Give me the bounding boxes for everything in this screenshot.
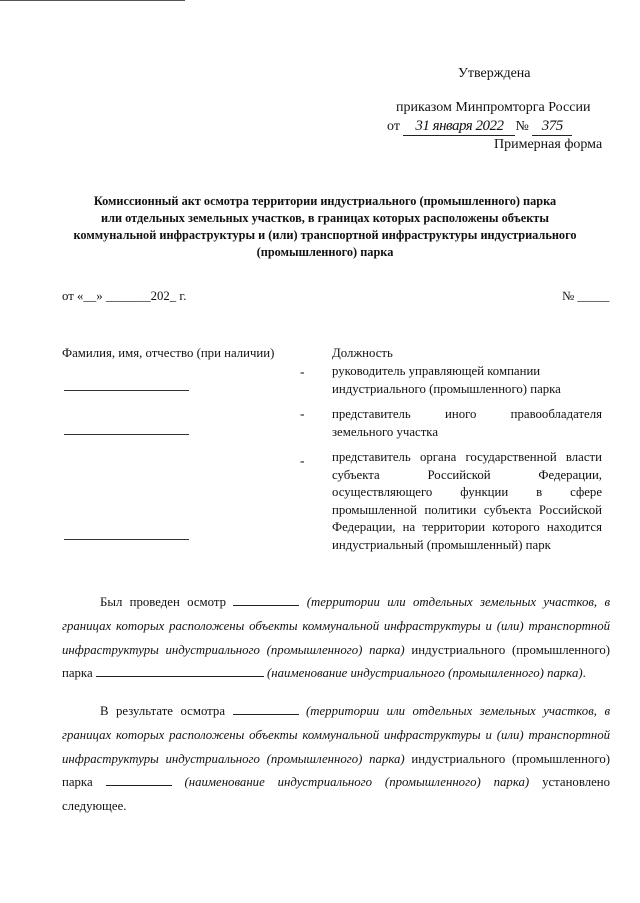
signature-line — [64, 434, 189, 435]
act-number: № _____ — [562, 289, 610, 303]
order-date-row — [387, 118, 572, 136]
act-date: от «__» _______202_ г. — [62, 289, 187, 303]
role-line: представитель иного правообладателя — [332, 407, 602, 421]
dash-marker: - — [300, 364, 305, 379]
role-line: индустриального (промышленного) парка — [332, 381, 561, 396]
form-type: Примерная форма — [494, 137, 603, 152]
para-text: индустриального (промышленного) парка — [62, 751, 610, 790]
role-line: руководитель управляющей компании — [332, 364, 541, 378]
role-line: субъекта Российской Федерации, — [332, 467, 602, 482]
role-line: промышленной политики субъекта Российской — [332, 502, 602, 517]
para-note: (территории или отдельных земельных участков, в границах которых расположены объекты коммунальной инфраструктуры и (или) транспортной инфраструктуры индустриального (промышленного) парка) — [62, 595, 611, 657]
position-column-header: Должность — [332, 346, 393, 360]
blank-line — [233, 593, 299, 606]
dash-marker: - — [300, 453, 305, 468]
para-tail: установлено следующее. — [62, 775, 611, 814]
para-text: индустриального (промышленного) парка — [62, 642, 610, 681]
handwritten-date: 31 января 2022 — [403, 118, 515, 136]
para-note: (наименование индустриального (промышленного) парка) — [267, 666, 583, 681]
para-note: (наименование индустриального (промышленного) парка) — [184, 775, 530, 790]
blank-line — [106, 773, 172, 786]
approved-label: Утверждена — [458, 66, 531, 81]
title-line-2: или отдельных земельных участков, в границах которых расположены объекты — [101, 211, 549, 225]
role-line: осуществляющего функции в сфере — [332, 485, 602, 499]
top-rule — [0, 0, 185, 1]
signature-line — [64, 539, 189, 540]
number-sign: № — [515, 119, 529, 134]
handwritten-number: 375 — [532, 118, 572, 136]
title-line-4: (промышленного) парка — [256, 245, 394, 259]
result-paragraph — [62, 700, 610, 819]
blank-line — [233, 702, 299, 715]
para-note: (территории или отдельных земельных участков, в границах которых расположены объекты коммунальной инфраструктуры и (или) транспортной инфраструктуры индустриального (промышленного) парка) — [62, 704, 610, 766]
title-line-1: Комиссионный акт осмотра территории индустриального (промышленного) парка — [93, 194, 557, 208]
role-line: индустриальный (промышленный) парк — [332, 537, 551, 552]
dash-marker: - — [300, 406, 305, 421]
para-tail: . — [582, 666, 586, 681]
role-line: Федерации, на территории которого находится — [332, 520, 602, 534]
role-line: представитель органа государственной власти — [332, 450, 602, 464]
role-management-company — [332, 363, 602, 398]
role-government-body — [332, 449, 602, 554]
title-line-3: коммунальной инфраструктуры и (или) транспортной инфраструктуры индустриального — [73, 228, 577, 242]
from-label: от — [387, 119, 400, 134]
para-lead: В результате осмотра — [100, 704, 226, 718]
signature-line — [64, 390, 189, 391]
inspection-paragraph — [62, 591, 610, 686]
blank-line — [96, 664, 264, 677]
name-column-header: Фамилия, имя, отчество (при наличии) — [62, 346, 275, 360]
role-other-owner — [332, 406, 602, 441]
para-lead: Был проведен осмотр — [100, 595, 227, 609]
order-text: приказом Минпромторга России — [396, 100, 591, 115]
document-title — [55, 193, 595, 261]
role-line: земельного участка — [332, 424, 438, 439]
